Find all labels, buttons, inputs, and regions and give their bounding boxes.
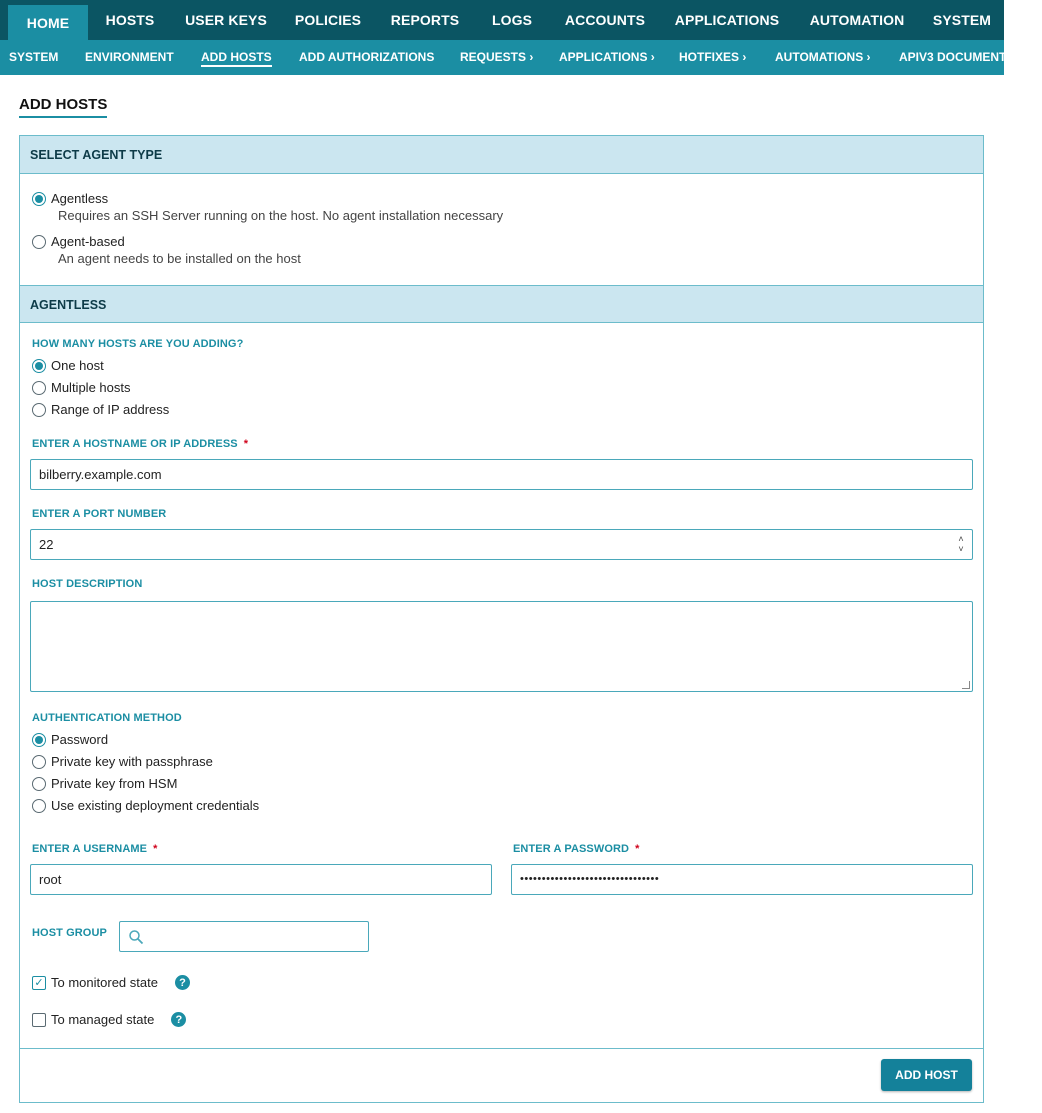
- username-input[interactable]: root: [30, 864, 492, 895]
- add-hosts-panel: [19, 135, 984, 1103]
- checkbox-empty-icon: [32, 1013, 46, 1027]
- radio-unselected-icon: [32, 755, 46, 769]
- host-count-one-radio[interactable]: [32, 358, 104, 373]
- required-mark: *: [635, 843, 640, 855]
- subnav-requests[interactable]: REQUESTS ›: [460, 50, 534, 64]
- password-input[interactable]: ••••••••••••••••••••••••••••••••: [511, 864, 973, 895]
- topnav-policies[interactable]: POLICIES: [294, 12, 362, 28]
- managed-state-label: To managed state: [51, 1012, 155, 1027]
- checkmark-icon: ✓: [32, 976, 46, 990]
- host-count-multiple-radio[interactable]: [32, 380, 130, 395]
- required-mark: *: [243, 438, 249, 450]
- hostname-label-text: ENTER A HOSTNAME OR IP ADDRESS: [32, 438, 238, 450]
- subnav-automations[interactable]: AUTOMATIONS ›: [775, 50, 871, 64]
- sub-nav: [0, 40, 1042, 75]
- auth-private-key-hsm-label: Private key from HSM: [51, 776, 178, 791]
- auth-method-label: AUTHENTICATION METHOD: [32, 712, 182, 724]
- agent-type-agentless-description: Requires an SSH Server running on the host. No agent installation necessary: [58, 208, 504, 223]
- topnav-hosts[interactable]: HOSTS: [105, 12, 155, 28]
- host-count-multiple-label: Multiple hosts: [51, 380, 131, 395]
- agent-type-agent-based-radio[interactable]: [32, 234, 125, 249]
- subnav-add-hosts[interactable]: ADD HOSTS: [201, 40, 272, 75]
- help-icon[interactable]: ?: [175, 975, 190, 990]
- agent-type-agentless-label: Agentless: [51, 191, 109, 206]
- auth-password-label: Password: [51, 732, 109, 747]
- port-value: 22: [39, 537, 54, 552]
- monitored-state-label: To monitored state: [51, 975, 158, 990]
- footer-divider: [20, 1048, 983, 1049]
- topnav-user-keys[interactable]: USER KEYS: [185, 12, 267, 28]
- radio-selected-icon: [32, 733, 46, 747]
- auth-private-key-hsm-radio[interactable]: [32, 776, 177, 791]
- topnav-reports[interactable]: REPORTS: [390, 12, 460, 28]
- search-icon: [128, 929, 144, 945]
- auth-existing-credentials-label: Use existing deployment credentials: [51, 798, 260, 813]
- radio-selected-icon: [32, 359, 46, 373]
- password-label: [513, 843, 639, 855]
- agent-type-header: SELECT AGENT TYPE: [20, 136, 983, 174]
- resize-grip-icon[interactable]: [962, 681, 970, 689]
- host-count-label: HOW MANY HOSTS ARE YOU ADDING?: [32, 338, 244, 350]
- hostname-label: [32, 438, 248, 450]
- auth-private-key-passphrase-radio[interactable]: [32, 754, 213, 769]
- host-count-range-label: Range of IP address: [51, 402, 170, 417]
- subnav-add-authorizations[interactable]: ADD AUTHORIZATIONS: [299, 50, 435, 64]
- spinner-arrows-icon[interactable]: ˄ ˅: [958, 534, 964, 554]
- host-count-range-radio[interactable]: [32, 402, 169, 417]
- password-label-text: ENTER A PASSWORD: [513, 843, 630, 855]
- description-label: HOST DESCRIPTION: [32, 578, 143, 590]
- radio-unselected-icon: [32, 799, 46, 813]
- help-icon[interactable]: ?: [171, 1012, 186, 1027]
- subnav-system[interactable]: SYSTEM: [9, 50, 59, 64]
- radio-selected-icon: [32, 192, 46, 206]
- topnav-system[interactable]: SYSTEM: [932, 12, 992, 28]
- radio-unselected-icon: [32, 777, 46, 791]
- host-group-label: HOST GROUP: [32, 927, 107, 939]
- username-label: [32, 843, 157, 855]
- topnav-automation[interactable]: AUTOMATION: [809, 12, 905, 28]
- auth-existing-credentials-radio[interactable]: [32, 798, 259, 813]
- agentless-header: AGENTLESS: [20, 285, 983, 323]
- radio-unselected-icon: [32, 403, 46, 417]
- username-label-text: ENTER A USERNAME: [32, 843, 148, 855]
- host-count-one-label: One host: [51, 358, 104, 373]
- page-title: ADD HOSTS: [19, 96, 107, 118]
- subnav-apiv3-documentation[interactable]: APIV3 DOCUMENTATION: [899, 50, 1042, 64]
- subnav-environment[interactable]: ENVIRONMENT: [85, 50, 174, 64]
- port-input[interactable]: [30, 529, 973, 560]
- subnav-hotfixes[interactable]: HOTFIXES ›: [679, 50, 747, 64]
- topnav-accounts[interactable]: ACCOUNTS: [564, 12, 646, 28]
- required-mark: *: [153, 843, 158, 855]
- agent-type-agent-based-description: An agent needs to be installed on the host: [58, 251, 301, 266]
- auth-private-key-passphrase-label: Private key with passphrase: [51, 754, 213, 769]
- radio-unselected-icon: [32, 381, 46, 395]
- port-label: ENTER A PORT NUMBER: [32, 508, 167, 520]
- subnav-applications[interactable]: APPLICATIONS ›: [559, 50, 655, 64]
- agent-type-agent-based-label: Agent-based: [51, 234, 125, 249]
- agent-type-agentless-radio[interactable]: [32, 191, 108, 206]
- hostname-input[interactable]: bilberry.example.com: [30, 459, 973, 490]
- auth-password-radio[interactable]: [32, 732, 108, 747]
- description-textarea[interactable]: [30, 601, 973, 692]
- topnav-home[interactable]: HOME: [8, 5, 88, 40]
- topnav-applications[interactable]: APPLICATIONS: [674, 12, 780, 28]
- radio-unselected-icon: [32, 235, 46, 249]
- managed-state-checkbox[interactable]: [32, 1012, 186, 1027]
- add-host-button[interactable]: ADD HOST: [881, 1059, 972, 1091]
- monitored-state-checkbox[interactable]: [32, 975, 190, 990]
- host-group-search-input[interactable]: [119, 921, 369, 952]
- topnav-logs[interactable]: LOGS: [491, 12, 533, 28]
- top-nav: [0, 0, 1004, 40]
